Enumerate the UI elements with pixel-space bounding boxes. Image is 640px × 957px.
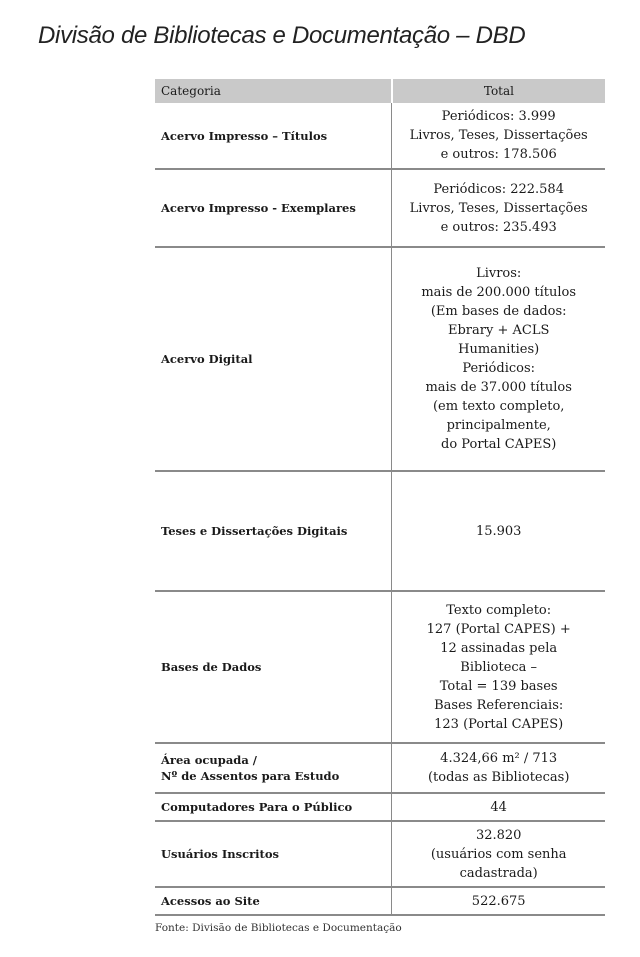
category-line: Computadores Para o Público xyxy=(161,800,353,814)
row-total xyxy=(392,743,605,793)
source-note: Fonte: Divisão de Bibliotecas e Documentação xyxy=(155,922,402,934)
row-total xyxy=(392,471,605,591)
table-row xyxy=(155,591,605,743)
total-line: 127 (Portal CAPES) + xyxy=(426,621,571,637)
total-line: Bases Referenciais: xyxy=(434,697,564,713)
row-category xyxy=(155,103,392,169)
row-total xyxy=(392,591,605,743)
total-line: e outros: 235.493 xyxy=(440,219,557,235)
total-line: Periódicos: 3.999 xyxy=(441,109,556,124)
row-category xyxy=(155,743,392,793)
row-category xyxy=(155,247,392,471)
total-line: principalmente, xyxy=(446,418,551,433)
total-line: Ebrary + ACLS xyxy=(448,323,550,338)
category-line: Usuários Inscritos xyxy=(161,847,279,861)
table-header-row xyxy=(155,79,605,103)
row-total xyxy=(392,247,605,471)
total-line: (usuários com senha xyxy=(430,846,567,862)
table-row xyxy=(155,103,605,169)
table-row xyxy=(155,169,605,247)
page-title: Divisão de Bibliotecas e Documentação – DBD xyxy=(38,22,526,49)
row-category xyxy=(155,471,392,591)
header-category: Categoria xyxy=(155,79,392,103)
row-category xyxy=(155,793,392,821)
row-total xyxy=(392,793,605,821)
table-row xyxy=(155,247,605,471)
total-line: do Portal CAPES) xyxy=(441,437,557,452)
total-line: Total = 139 bases xyxy=(439,678,558,694)
total-line: Humanities) xyxy=(458,342,540,357)
total-line: (todas as Bibliotecas) xyxy=(427,770,570,785)
total-line: 123 (Portal CAPES) xyxy=(434,716,564,732)
total-line: (Em bases de dados: xyxy=(430,304,567,319)
row-total xyxy=(392,103,605,169)
row-category xyxy=(155,887,392,915)
total-line: 44 xyxy=(490,799,507,815)
category-line: Acervo Digital xyxy=(161,352,253,366)
total-line: 32.820 xyxy=(475,827,522,843)
row-category xyxy=(155,591,392,743)
header-total: Total xyxy=(392,79,605,103)
total-line: 4.324,66 m² / 713 xyxy=(440,751,558,766)
total-line: 522.675 xyxy=(471,893,526,909)
total-line: Periódicos: 222.584 xyxy=(433,181,564,197)
total-line: Livros: xyxy=(476,266,522,281)
total-line: Texto completo: xyxy=(446,602,552,618)
category-line: Teses e Dissertações Digitais xyxy=(161,524,348,538)
total-line: Periódicos: xyxy=(462,361,536,376)
table-row xyxy=(155,471,605,591)
total-line: (em texto completo, xyxy=(432,399,565,414)
category-line: Acervo Impresso – Títulos xyxy=(161,128,328,143)
row-category xyxy=(155,821,392,887)
total-line: cadastrada) xyxy=(459,865,538,881)
row-category xyxy=(155,169,392,247)
total-line: 15.903 xyxy=(475,523,522,539)
total-line: Biblioteca – xyxy=(460,659,538,675)
category-line: Acessos ao Site xyxy=(161,894,260,908)
total-line: Livros, Teses, Dissertações xyxy=(409,128,588,143)
category-line: Acervo Impresso - Exemplares xyxy=(161,201,356,215)
total-line: mais de 37.000 títulos xyxy=(425,380,572,395)
total-line: mais de 200.000 títulos xyxy=(421,285,577,300)
row-total xyxy=(392,169,605,247)
category-line: Bases de Dados xyxy=(161,660,262,674)
table-row xyxy=(155,743,605,793)
total-line: 12 assinadas pela xyxy=(440,640,558,656)
statistics-table xyxy=(155,79,605,916)
row-total xyxy=(392,821,605,887)
category-line: Área ocupada / xyxy=(161,753,257,767)
total-line: Livros, Teses, Dissertações xyxy=(409,200,588,216)
row-total xyxy=(392,887,605,915)
table-row xyxy=(155,793,605,821)
total-line: e outros: 178.506 xyxy=(440,147,557,162)
table-row xyxy=(155,887,605,915)
table-row xyxy=(155,821,605,887)
category-line: Nº de Assentos para Estudo xyxy=(161,769,340,783)
